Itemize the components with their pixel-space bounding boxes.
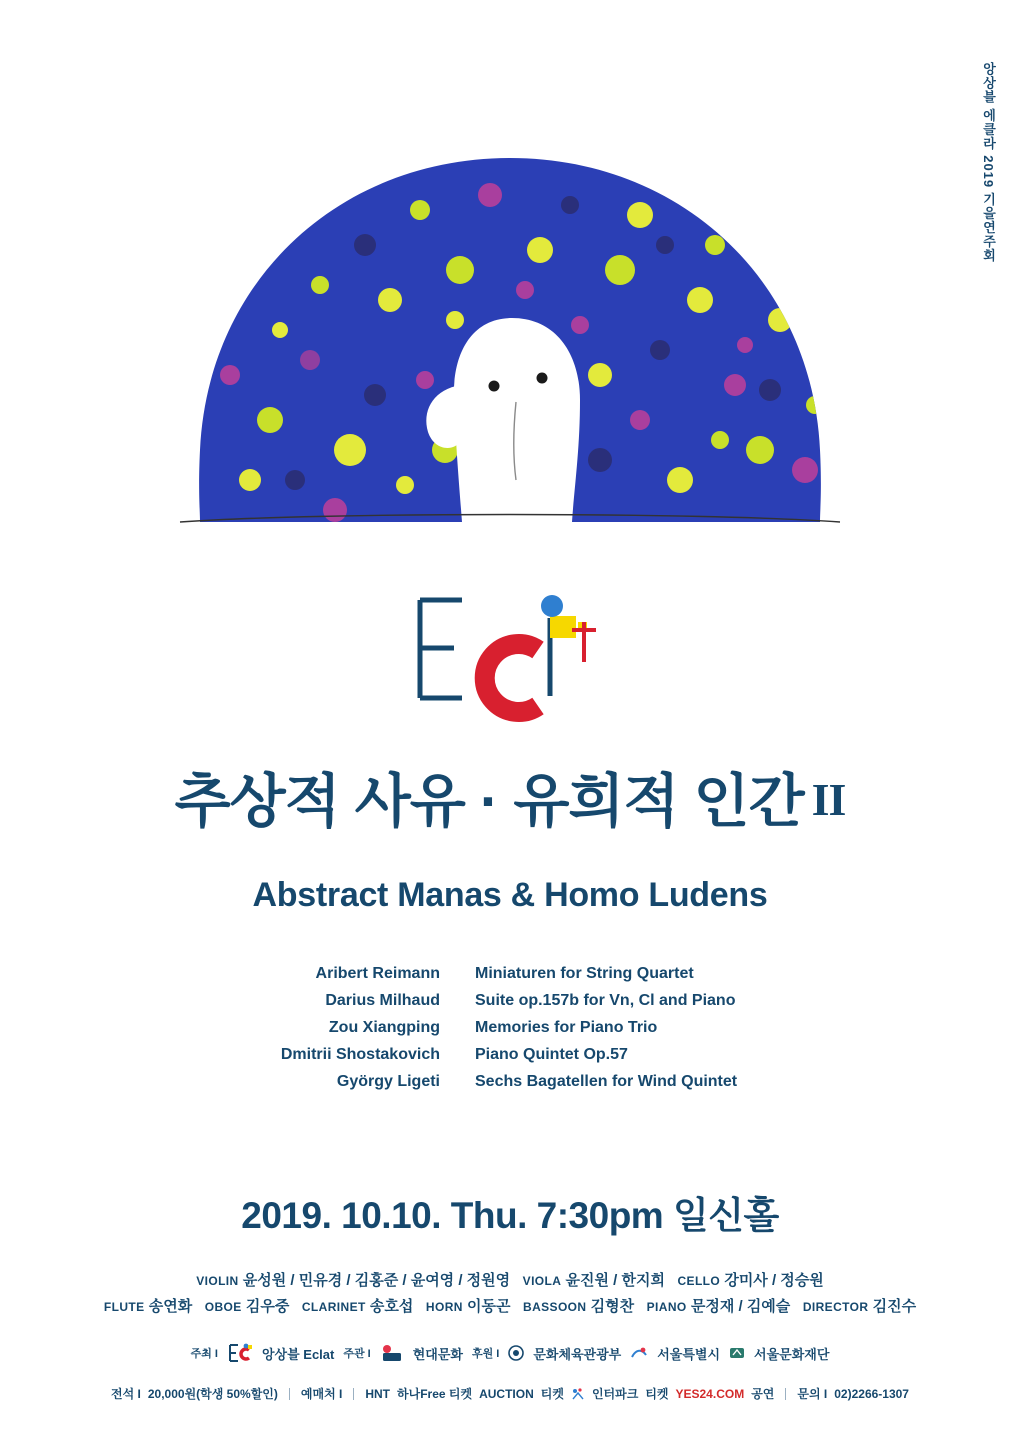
divider — [785, 1388, 786, 1400]
program-row — [0, 1046, 1020, 1064]
program-work: Suite op.157b for Vn, Cl and Piano — [475, 992, 736, 1009]
vendor-hnt-name[interactable]: 하나Free 티켓 — [397, 1387, 473, 1401]
ensemble-eclat-logo — [0, 578, 1020, 743]
contact-label: 문의 I — [797, 1387, 828, 1401]
names-horn: 이동곤 — [467, 1298, 511, 1316]
names-flute: 송연화 — [148, 1298, 193, 1316]
program-composer: Dmitrii Shostakovich — [280, 1046, 440, 1063]
organizer-name: 현대문화 — [412, 1346, 463, 1362]
program-composer: Zou Xiangping — [328, 1019, 440, 1036]
names-bassoon: 김형찬 — [590, 1298, 635, 1316]
vendor-auction-name[interactable]: 티켓 — [540, 1387, 564, 1401]
page-title — [0, 770, 1020, 834]
vendor-hnt-brand[interactable]: HNT — [365, 1386, 391, 1401]
program-row — [0, 965, 1020, 983]
divider — [289, 1388, 290, 1400]
supporter-sfac: 서울문화재단 — [754, 1346, 830, 1362]
role-oboe: OBOE — [204, 1300, 242, 1315]
eclat-mini-logo-icon — [227, 1342, 253, 1364]
supporter-seoul: 서울특별시 — [657, 1346, 721, 1362]
names-viola: 윤진원 / 한지희 — [565, 1272, 665, 1289]
price-value: 20,000원(학생 50%할인) — [147, 1387, 278, 1401]
title-numeral: II — [811, 774, 846, 825]
role-horn: HORN — [425, 1300, 463, 1315]
organizer-logo-icon — [380, 1343, 404, 1363]
contact-number: 02)2266-1307 — [834, 1386, 909, 1401]
page-subtitle: Abstract Manas & Homo Ludens — [252, 876, 768, 914]
performers-line-winds — [0, 1294, 1020, 1320]
host-label: 주최 I — [190, 1348, 218, 1360]
poster-illustration — [0, 150, 1020, 570]
seoul-city-emblem-icon — [630, 1345, 648, 1361]
support-label: 후원 I — [471, 1348, 500, 1360]
program-work: Miniaturen for String Quartet — [475, 965, 694, 982]
ticket-label: 예매처 I — [300, 1387, 343, 1401]
program-composer: Aribert Reimann — [315, 965, 440, 982]
role-cello: CELLO — [677, 1274, 721, 1288]
role-clarinet: CLARINET — [301, 1300, 366, 1315]
program-work: Sechs Bagatellen for Wind Quintet — [475, 1073, 738, 1090]
vendor-auction-brand[interactable]: AUCTION — [479, 1386, 534, 1401]
organizer-label: 주관 I — [343, 1348, 371, 1360]
supporter-mcst: 문화체육관광부 — [533, 1346, 622, 1362]
program-work: Piano Quintet Op.57 — [475, 1046, 628, 1063]
program-composer: Darius Milhaud — [325, 992, 440, 1009]
illustration-svg — [160, 150, 860, 550]
names-cello: 강미사 / 정승원 — [724, 1272, 824, 1289]
program-row — [0, 1019, 1020, 1037]
program-composer: György Ligeti — [336, 1073, 440, 1090]
program-row — [0, 1073, 1020, 1091]
program-row — [0, 992, 1020, 1010]
vendor-yes24-brand[interactable]: YES24.COM — [675, 1386, 745, 1401]
sponsor-strip — [0, 1342, 1020, 1364]
names-clarinet: 송호섭 — [369, 1298, 414, 1316]
vertical-side-caption: 앙상블 에클라 2019 기을연주회 — [981, 62, 996, 263]
vendor-interpark-brand[interactable]: 인터파크 — [591, 1387, 639, 1401]
program-work: Memories for Piano Trio — [475, 1019, 658, 1036]
performers-credits — [0, 1268, 1020, 1321]
role-piano: PIANO — [646, 1300, 687, 1315]
names-oboe: 김우중 — [245, 1298, 290, 1316]
vendor-interpark-name[interactable]: 티켓 — [645, 1387, 669, 1401]
role-director: DIRECTOR — [802, 1300, 869, 1315]
role-flute: FLUTE — [103, 1300, 145, 1315]
performers-line-strings — [0, 1268, 1020, 1294]
interpark-icon — [571, 1387, 585, 1401]
ticket-info-strip — [0, 1385, 1020, 1402]
role-violin: VIOLIN — [196, 1274, 239, 1288]
date-venue-line: 2019. 10.10. Thu. 7:30pm 일신홀 — [241, 1195, 779, 1236]
names-violin: 윤성원 / 민유경 / 김홍준 / 윤여영 / 정원영 — [242, 1272, 511, 1289]
program-list — [0, 965, 1020, 1091]
logo-mark-icon — [400, 578, 620, 738]
vendor-yes24-name[interactable]: 공연 — [751, 1387, 775, 1401]
names-piano: 문정재 / 김예슬 — [690, 1298, 791, 1316]
price-label: 전석 I — [111, 1387, 141, 1401]
sfac-emblem-icon — [729, 1346, 745, 1360]
names-director: 김진수 — [872, 1298, 917, 1316]
divider — [353, 1388, 354, 1400]
title-korean: 추상적 사유 · 유희적 인간 — [174, 769, 804, 834]
host-name: 앙상블 Eclat — [261, 1346, 335, 1362]
role-viola: VIOLA — [522, 1274, 562, 1288]
role-bassoon: BASSOON — [523, 1300, 587, 1315]
mcst-emblem-icon — [508, 1345, 524, 1361]
